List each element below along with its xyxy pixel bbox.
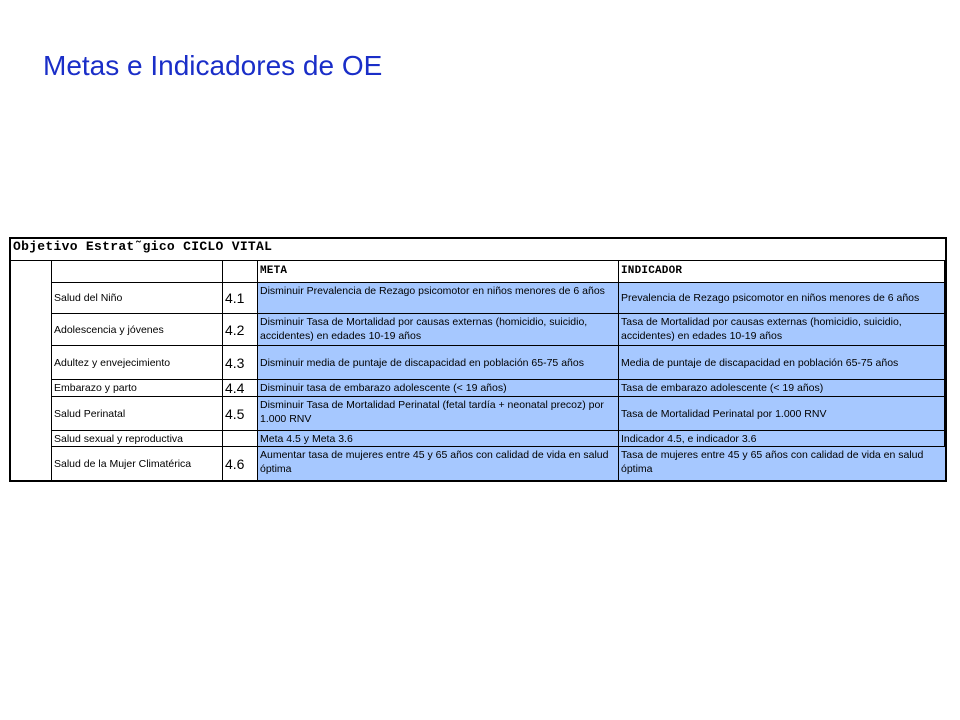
row-area: Salud de la Mujer Climatérica xyxy=(51,446,223,480)
row-area: Embarazo y parto xyxy=(51,379,223,397)
row-code: 4.3 xyxy=(222,345,258,380)
slide-title: Metas e Indicadores de OE xyxy=(43,50,383,81)
row-indicador: Tasa de mujeres entre 45 y 65 años con calidad de vida en salud óptima xyxy=(618,446,945,480)
row-code: 4.2 xyxy=(222,313,258,346)
row-indicador: Prevalencia de Rezago psicomotor en niños menores de 6 años xyxy=(618,282,945,314)
row-code: 4.6 xyxy=(222,446,258,480)
header-code-cell xyxy=(222,260,258,283)
row-area: Adolescencia y jóvenes xyxy=(51,313,223,346)
row-meta: Disminuir Tasa de Mortalidad por causas externas (homicidio, suicidio, accidentes) en edades 10-19 años xyxy=(257,313,619,346)
gutter-column xyxy=(11,260,52,480)
row-indicador: Indicador 4.5, e indicador 3.6 xyxy=(618,430,945,447)
row-meta: Disminuir Prevalencia de Rezago psicomotor en niños menores de 6 años xyxy=(257,282,619,314)
header-area-cell xyxy=(51,260,223,283)
header-meta: META xyxy=(257,260,619,283)
row-area: Salud sexual y reproductiva xyxy=(51,430,223,447)
row-meta: Meta 4.5 y Meta 3.6 xyxy=(257,430,619,447)
row-area: Salud Perinatal xyxy=(51,396,223,431)
objective-title: Objetivo Estrat˜gico CICLO VITAL xyxy=(13,239,273,254)
row-code xyxy=(222,430,258,447)
row-meta: Aumentar tasa de mujeres entre 45 y 65 años con calidad de vida en salud óptima xyxy=(257,446,619,480)
row-meta: Disminuir tasa de embarazo adolescente (< 19 años) xyxy=(257,379,619,397)
row-indicador: Tasa de Mortalidad Perinatal por 1.000 RNV xyxy=(618,396,945,431)
row-meta: Disminuir media de puntaje de discapacidad en población 65-75 años xyxy=(257,345,619,380)
header-indicador: INDICADOR xyxy=(618,260,945,283)
row-code: 4.4 xyxy=(222,379,258,397)
row-code: 4.5 xyxy=(222,396,258,431)
row-indicador: Tasa de Mortalidad por causas externas (homicidio, suicidio, accidentes) en edades 10-19 años xyxy=(618,313,945,346)
row-indicador: Tasa de embarazo adolescente (< 19 años) xyxy=(618,379,945,397)
row-area: Adultez y envejecimiento xyxy=(51,345,223,380)
row-meta: Disminuir Tasa de Mortalidad Perinatal (fetal tardía + neonatal precoz) por 1.000 RNV xyxy=(257,396,619,431)
row-indicador: Media de puntaje de discapacidad en población 65-75 años xyxy=(618,345,945,380)
objectives-table xyxy=(9,237,947,482)
row-code: 4.1 xyxy=(222,282,258,314)
row-area: Salud del Niño xyxy=(51,282,223,314)
